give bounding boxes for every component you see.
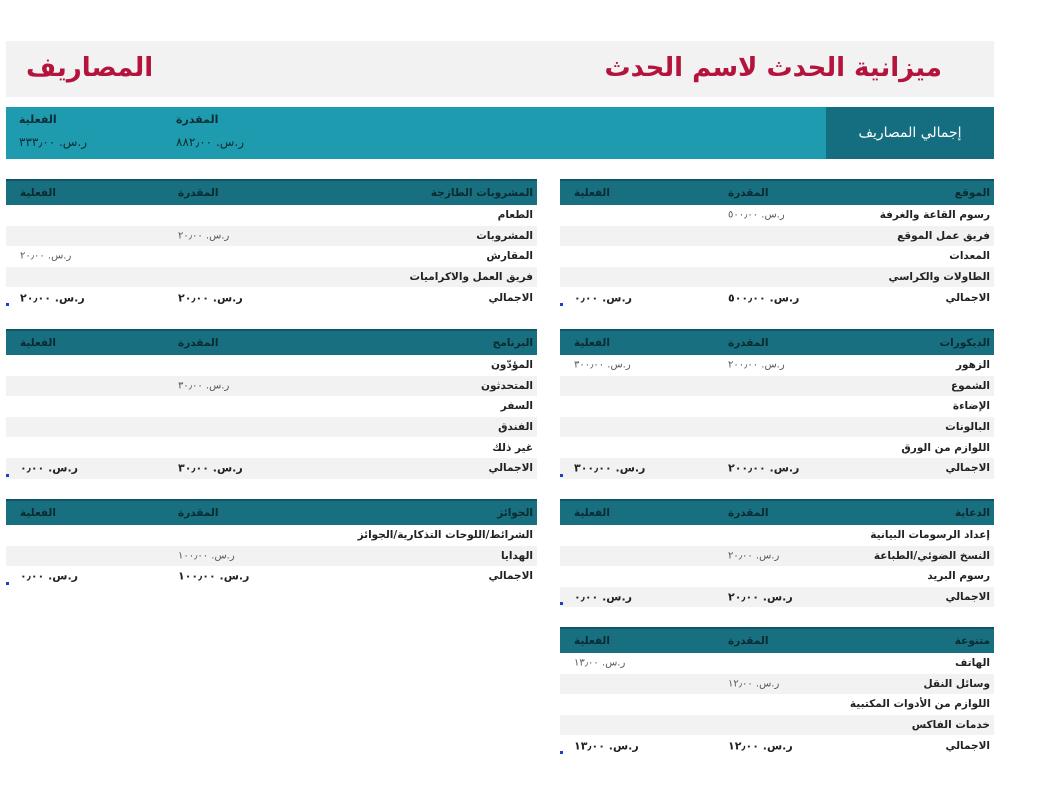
table-header	[560, 627, 994, 653]
header-actual: الفعلية	[20, 187, 56, 199]
table-row	[6, 525, 537, 546]
total-estimated[interactable]: ر.س. ٢٠٠٫٠٠	[728, 461, 800, 475]
table-row	[6, 246, 537, 267]
table-row	[6, 417, 537, 438]
table-row	[6, 376, 537, 397]
section-title: متنوعة	[954, 635, 990, 647]
total-actual[interactable]: ر.س. ١٣٫٠٠	[574, 739, 639, 753]
header-actual: الفعلية	[20, 507, 56, 519]
table-header	[560, 329, 994, 355]
table-header	[560, 499, 994, 525]
summary-actual	[19, 113, 87, 149]
header-banner	[6, 41, 994, 97]
summary-actual-value[interactable]: ر.س. ٣٣٣٫٠٠	[19, 135, 88, 149]
section-title: المشروبات الطازجة	[430, 187, 533, 199]
total-label: الاجمالي	[488, 291, 533, 304]
table-row	[560, 653, 994, 674]
table-row	[560, 417, 994, 438]
table-row	[560, 355, 994, 376]
table-row	[560, 566, 994, 587]
table-row	[560, 205, 994, 226]
row-label: النسخ الضوئي/الطباعة	[873, 549, 990, 562]
actual-cell[interactable]: ر.س. ١٣٫٠٠	[574, 657, 626, 669]
refreshments-table	[6, 179, 537, 308]
row-label: المتحدثون	[481, 379, 533, 392]
cell-marker	[6, 303, 9, 306]
program-table	[6, 329, 537, 479]
table-row	[560, 674, 994, 695]
summary-estimated-label: المقدرة	[176, 113, 219, 126]
cell-marker	[6, 582, 9, 585]
total-row	[6, 458, 537, 479]
total-expenses-summary	[6, 107, 994, 159]
estimated-cell[interactable]: ر.س. ٣٠٫٠٠	[178, 380, 230, 392]
venue-table	[560, 179, 994, 308]
total-label: الاجمالي	[488, 462, 533, 475]
table-row	[6, 437, 537, 458]
estimated-cell[interactable]: ر.س. ٢٠٫٠٠	[178, 230, 230, 242]
cell-marker	[560, 474, 563, 477]
total-row	[560, 287, 994, 308]
decorations-table	[560, 329, 994, 479]
row-label: الشرائط/اللوحات التذكارية/الجوائز	[357, 529, 533, 542]
total-estimated[interactable]: ر.س. ٥٠٠٫٠٠	[728, 291, 800, 305]
row-label: فريق عمل الموقع	[897, 229, 990, 242]
table-row	[6, 355, 537, 376]
row-label: الهاتف	[955, 657, 990, 670]
table-header	[6, 329, 537, 355]
estimated-cell[interactable]: ر.س. ١٠٠٫٠٠	[178, 550, 235, 562]
header-actual: الفعلية	[574, 507, 610, 519]
header-estimated: المقدرة	[178, 187, 219, 199]
actual-cell[interactable]: ر.س. ٢٠٫٠٠	[20, 250, 72, 262]
table-row	[6, 396, 537, 417]
table-row	[560, 396, 994, 417]
table-header	[6, 499, 537, 525]
total-row	[560, 735, 994, 756]
row-label: اللوازم من الأدوات المكتبية	[849, 698, 990, 711]
row-label: غير ذلك	[492, 441, 533, 454]
row-label: السفر	[500, 400, 533, 413]
cell-marker	[6, 474, 9, 477]
total-row	[560, 458, 994, 479]
estimated-cell[interactable]: ر.س. ٢٠٫٠٠	[728, 550, 780, 562]
header-estimated: المقدرة	[728, 187, 769, 199]
table-row	[560, 525, 994, 546]
publicity-table	[560, 499, 994, 607]
row-label: اللوازم من الورق	[901, 441, 990, 454]
total-actual[interactable]: ر.س. ٠٫٠٠	[20, 461, 78, 475]
total-actual[interactable]: ر.س. ٠٫٠٠	[574, 590, 632, 604]
table-row	[6, 205, 537, 226]
total-estimated[interactable]: ر.س. ١٢٫٠٠	[728, 739, 793, 753]
row-label: المؤدّون	[490, 359, 533, 372]
section-title: الديكورات	[939, 337, 990, 349]
estimated-cell[interactable]: ر.س. ٢٠٠٫٠٠	[728, 359, 785, 371]
total-actual[interactable]: ر.س. ٠٫٠٠	[20, 569, 78, 583]
row-label: الطعام	[497, 209, 533, 222]
total-estimated[interactable]: ر.س. ٢٠٫٠٠	[728, 590, 793, 604]
total-label: الاجمالي	[945, 462, 990, 475]
header-estimated: المقدرة	[178, 337, 219, 349]
page-title: ميزانية الحدث لاسم الحدث	[604, 53, 942, 83]
table-row	[560, 715, 994, 736]
table-row	[560, 694, 994, 715]
table-row	[6, 226, 537, 247]
table-row	[560, 437, 994, 458]
row-label: خدمات الفاكس	[911, 719, 990, 732]
table-row	[560, 267, 994, 288]
table-row	[560, 226, 994, 247]
total-estimated[interactable]: ر.س. ١٠٠٫٠٠	[178, 569, 250, 583]
total-estimated[interactable]: ر.س. ٣٠٫٠٠	[178, 461, 243, 475]
row-label: المعدات	[949, 250, 990, 263]
row-label: الفندق	[498, 421, 533, 434]
total-label: الاجمالي	[945, 291, 990, 304]
actual-cell[interactable]: ر.س. ٣٠٠٫٠٠	[574, 359, 631, 371]
row-label: البالونات	[945, 421, 990, 434]
estimated-cell[interactable]: ر.س. ٥٠٠٫٠٠	[728, 209, 785, 221]
total-actual[interactable]: ر.س. ٣٠٠٫٠٠	[574, 461, 646, 475]
total-label: الاجمالي	[945, 591, 990, 604]
header-actual: الفعلية	[574, 337, 610, 349]
table-header	[6, 179, 537, 205]
table-row	[6, 546, 537, 567]
total-expenses-label: إجمالي المصاريف	[826, 107, 994, 159]
page-subtitle: المصاريف	[26, 53, 154, 83]
row-label: فريق العمل والاكراميات	[409, 271, 533, 284]
row-label: إعداد الرسومات البيانية	[870, 529, 990, 542]
header-actual: الفعلية	[574, 635, 610, 647]
summary-estimated-value[interactable]: ر.س. ٨٨٢٫٠٠	[176, 135, 245, 149]
total-row	[6, 287, 537, 308]
header-estimated: المقدرة	[728, 337, 769, 349]
total-actual[interactable]: ر.س. ٠٫٠٠	[574, 291, 632, 305]
total-actual[interactable]: ر.س. ٢٠٫٠٠	[20, 291, 85, 305]
header-actual: الفعلية	[574, 187, 610, 199]
table-row	[560, 246, 994, 267]
summary-estimated	[176, 113, 244, 149]
total-estimated[interactable]: ر.س. ٢٠٫٠٠	[178, 291, 243, 305]
cell-marker	[560, 602, 563, 605]
header-actual: الفعلية	[20, 337, 56, 349]
total-label: الاجمالي	[945, 739, 990, 752]
row-label: الشموع	[950, 379, 990, 392]
summary-actual-label: الفعلية	[19, 113, 57, 126]
section-title: البرنامج	[492, 337, 533, 349]
total-row	[6, 566, 537, 587]
table-row	[560, 376, 994, 397]
section-title: الجوائز	[497, 507, 533, 519]
cell-marker	[560, 751, 563, 754]
row-label: رسوم القاعة والغرفة	[879, 209, 990, 222]
total-row	[560, 587, 994, 608]
row-label: المقارش	[486, 250, 533, 263]
total-label: الاجمالي	[488, 570, 533, 583]
section-title: الموقع	[954, 187, 990, 199]
section-title: الدعاية	[954, 507, 990, 519]
table-header	[560, 179, 994, 205]
row-label: رسوم البريد	[927, 570, 990, 583]
row-label: وسائل النقل	[923, 677, 990, 690]
misc-table	[560, 627, 994, 756]
header-estimated: المقدرة	[728, 635, 769, 647]
table-row	[560, 546, 994, 567]
row-label: الهدايا	[500, 549, 533, 562]
row-label: المشروبات	[476, 229, 533, 242]
row-label: الإضاءة	[952, 400, 990, 413]
row-label: الطاولات والكراسي	[888, 271, 990, 284]
row-label: الزهور	[956, 359, 990, 372]
cell-marker	[560, 303, 563, 306]
prizes-table	[6, 499, 537, 587]
header-estimated: المقدرة	[178, 507, 219, 519]
estimated-cell[interactable]: ر.س. ١٢٫٠٠	[728, 678, 780, 690]
table-row	[6, 267, 537, 288]
header-estimated: المقدرة	[728, 507, 769, 519]
